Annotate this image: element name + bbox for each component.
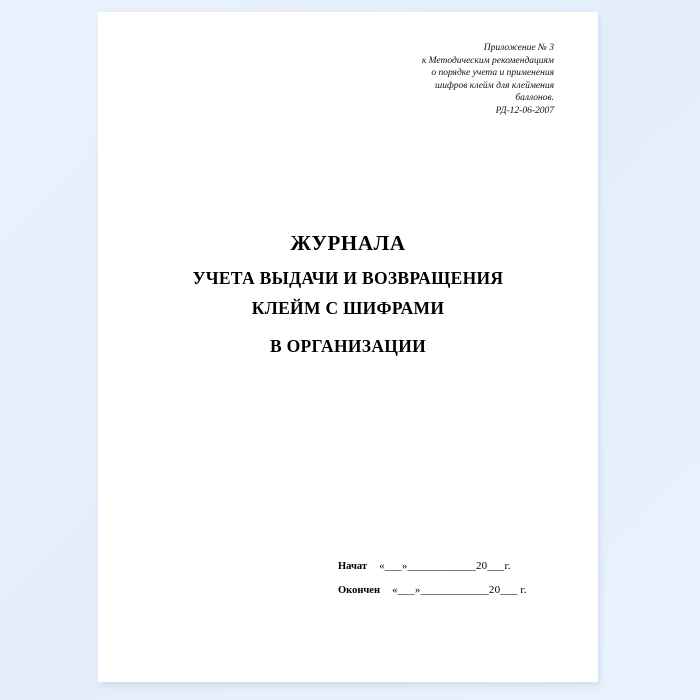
annex-line-1: Приложение № 3: [483, 43, 554, 53]
annex-line-4: шифров клейм для клеймения: [435, 80, 554, 91]
document-title-block: [98, 230, 598, 361]
started-label: Начат: [338, 561, 368, 572]
annex-line-3: о порядке учета и применения: [431, 68, 554, 79]
document-page-inner: [98, 12, 598, 682]
finished-label: Окончен: [338, 585, 381, 596]
started-value: «___»____________20___г.: [379, 560, 511, 572]
document-page: [98, 12, 598, 682]
annex-line-5: баллонов.: [515, 93, 554, 104]
document-footer-fields: [338, 560, 568, 608]
title-subline-2: КЛЕЙМ С ШИФРАМИ: [251, 298, 445, 318]
annex-line-6: РД-12-06-2007: [495, 105, 554, 116]
title-subline-1: УЧЕТА ВЫДАЧИ И ВОЗВРАЩЕНИЯ: [192, 268, 504, 288]
finished-field-row: [338, 584, 568, 596]
started-field-row: [338, 560, 568, 572]
annex-line-2: к Методическим рекомендациям: [421, 55, 554, 66]
finished-value: «___»____________20___ г.: [392, 584, 527, 596]
page-title: ЖУРНАЛА: [290, 231, 406, 255]
title-subline-3: В ОРГАНИЗАЦИИ: [269, 336, 427, 356]
annex-reference-block: [294, 42, 554, 118]
